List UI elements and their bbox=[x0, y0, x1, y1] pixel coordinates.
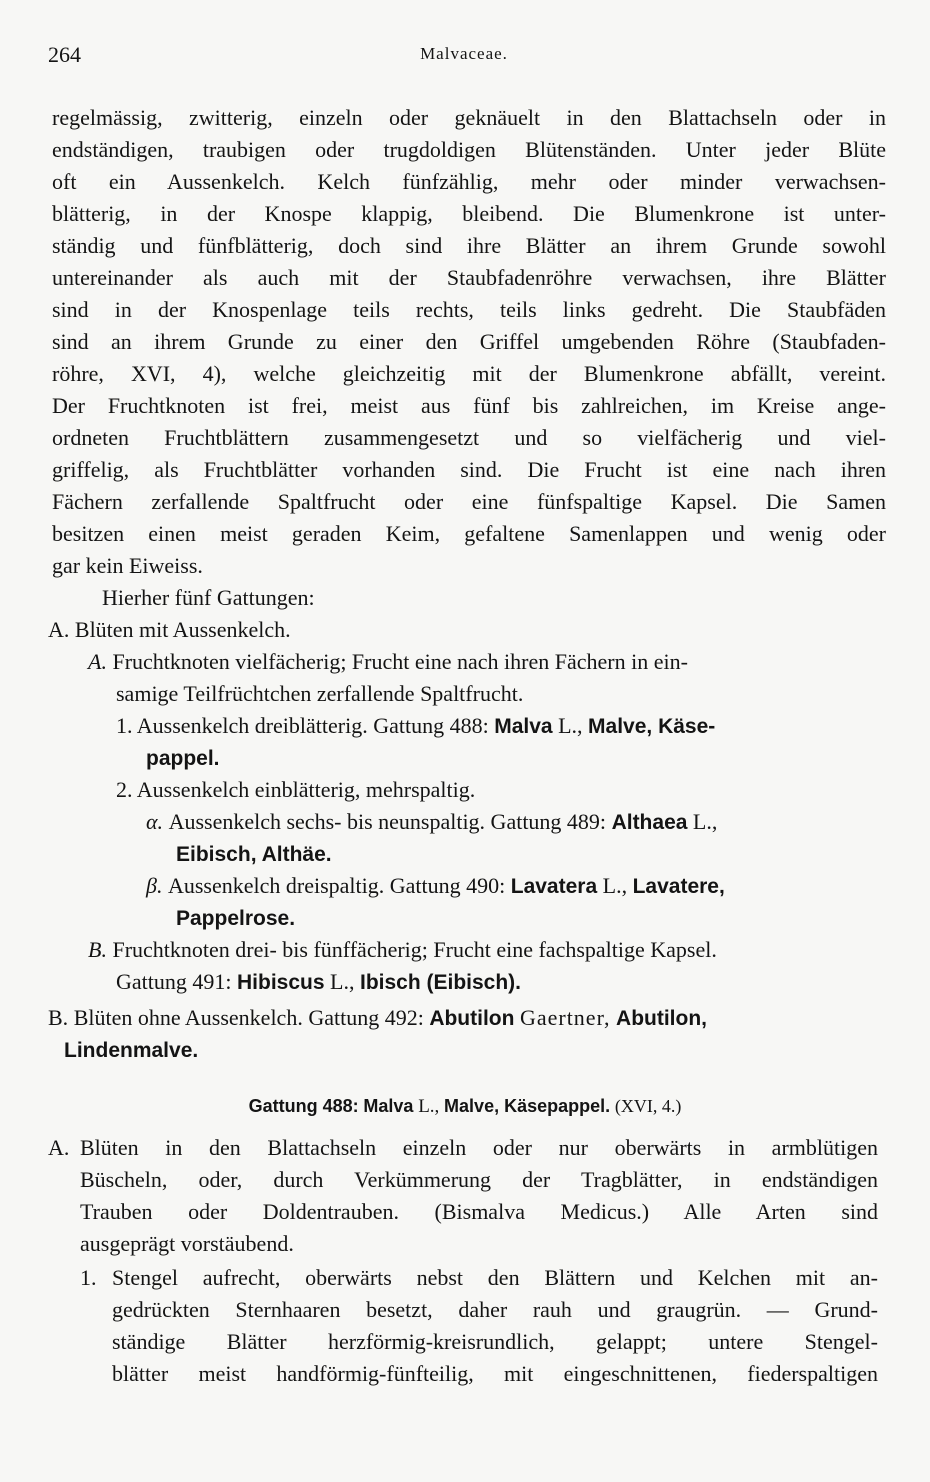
common-name: Ibisch (Eibisch). bbox=[359, 971, 522, 994]
text-line: gedrückten Sternhaaren besetzt, daher rauh und graugrün. — Grund- bbox=[112, 1297, 878, 1322]
genus-name: Malva bbox=[494, 715, 553, 738]
common-name: Eibisch, Althäe. bbox=[176, 843, 332, 866]
key-item-beta bbox=[146, 872, 725, 901]
genus-author: L., bbox=[602, 873, 628, 898]
key-label: β. bbox=[146, 873, 163, 898]
key-label: 2. bbox=[116, 777, 133, 802]
genus-author: L., bbox=[558, 713, 583, 738]
text-line: Blüten in den Blattachseln einzeln oder nur oberwärts in armblütigen bbox=[80, 1135, 878, 1160]
genus-name: Hibiscus bbox=[237, 971, 325, 994]
key-item-A1 bbox=[88, 648, 688, 676]
text-line: röhre, XVI, 4), welche gleichzeitig mit der Blumenkrone abfällt, vereint. bbox=[52, 361, 886, 386]
text-line: ausgeprägt vorstäubend. bbox=[80, 1231, 294, 1256]
common-name: Malve, Käsepappel. bbox=[444, 1096, 611, 1116]
key-continuation bbox=[176, 904, 295, 933]
text-line: Trauben oder Doldentrauben. (Bismalva Medicus.) Alle Arten sind bbox=[80, 1199, 878, 1224]
key-label: A. bbox=[88, 649, 107, 674]
genus-author: Gaertner, bbox=[519, 1005, 611, 1030]
key-item-alpha bbox=[146, 808, 717, 837]
text-line: Stengel aufrecht, oberwärts nebst den Blättern und Kelchen mit an- bbox=[112, 1265, 878, 1290]
text-line: untereinander als auch mit der Staubfadenröhre verwachsen, ihre Blätter bbox=[52, 265, 886, 290]
text-line: griffelig, als Fruchtblätter vorhanden sind. Die Frucht ist eine nach ihren bbox=[52, 457, 886, 482]
text-line: endständigen, traubigen oder trugdoldigen Blütenständen. Unter jeder Blüte bbox=[52, 137, 886, 162]
key-text: Aussenkelch sechs- bis neunspaltig. Gattung 489: bbox=[168, 809, 607, 834]
text-line: regelmässig, zwitterig, einzeln oder geknäuelt in den Blattachseln oder in bbox=[52, 105, 886, 130]
text-line: Der Fruchtknoten ist frei, meist aus fünf bis zahlreichen, im Kreise ange- bbox=[52, 393, 886, 418]
common-name: Malve, Käse- bbox=[588, 715, 716, 738]
key-text: Fruchtknoten vielfächerig; Frucht eine nach ihren Fächern in ein- bbox=[112, 649, 688, 674]
key-text: Aussenkelch dreispaltig. Gattung 490: bbox=[167, 873, 506, 898]
key-continuation: samige Teilfrüchtchen zerfallende Spaltfrucht. bbox=[116, 681, 524, 706]
common-name: Lavatere, bbox=[632, 875, 725, 898]
key-continuation bbox=[64, 1036, 198, 1065]
running-head bbox=[48, 42, 880, 72]
text-line: Büscheln, oder, durch Verkümmerung der Tragblätter, in endständigen bbox=[80, 1167, 878, 1192]
common-name: Lindenmalve. bbox=[64, 1039, 199, 1062]
text-line: Fächern zerfallende Spaltfrucht oder eine fünfspaltige Kapsel. Die Samen bbox=[52, 489, 886, 514]
text-line: blätter meist handförmig-fünfteilig, mit eingeschnittenen, fiederspaltigen bbox=[112, 1361, 878, 1386]
key-text: Blüten mit Aussenkelch. bbox=[74, 617, 291, 642]
section-label: 1. bbox=[80, 1265, 97, 1290]
key-continuation bbox=[146, 744, 220, 773]
key-text: Blüten ohne Aussenkelch. Gattung 492: bbox=[73, 1005, 424, 1030]
section-label: A. bbox=[48, 1135, 70, 1160]
key-continuation bbox=[176, 840, 332, 869]
common-name: Pappelrose. bbox=[176, 907, 296, 930]
genus-author: L., bbox=[418, 1096, 440, 1117]
key-label: B. bbox=[88, 937, 107, 962]
key-label: 1. bbox=[116, 713, 133, 738]
plate-reference: (XVI, 4.) bbox=[614, 1096, 682, 1116]
text-line: ständig und fünfblätterig, doch sind ihre Blätter an ihrem Grunde sowohl bbox=[52, 233, 886, 258]
running-title: Malvaceae. bbox=[420, 44, 508, 63]
key-item-1 bbox=[116, 712, 715, 741]
key-item-B bbox=[48, 1004, 707, 1033]
page-number: 264 bbox=[48, 42, 81, 67]
key-label: α. bbox=[146, 809, 164, 834]
key-intro: Hierher fünf Gattungen: bbox=[102, 585, 315, 610]
genus-name: Malva bbox=[363, 1096, 414, 1116]
genus-author: L., bbox=[330, 969, 355, 994]
text-line: oft ein Aussenkelch. Kelch fünfzählig, mehr oder minder verwachsen- bbox=[52, 169, 886, 194]
key-label: A. bbox=[48, 617, 70, 642]
text-line: sind in der Knospenlage teils rechts, teils links gedreht. Die Staubfäden bbox=[52, 297, 886, 322]
text-line: besitzen einen meist geraden Keim, gefaltene Samenlappen und wenig oder bbox=[52, 521, 886, 546]
key-text: Gattung 491: bbox=[116, 969, 232, 994]
genus-name: Lavatera bbox=[510, 875, 598, 898]
key-item-A bbox=[48, 616, 291, 644]
heading-prefix: Gattung 488: bbox=[248, 1096, 359, 1116]
key-item-B1 bbox=[88, 936, 717, 964]
key-text: Aussenkelch einblätterig, mehrspaltig. bbox=[136, 777, 476, 802]
text-line: ständige Blätter herzförmig-kreisrundlich, gelappt; untere Stengel- bbox=[112, 1329, 878, 1354]
key-item-2 bbox=[116, 776, 475, 804]
key-text: Fruchtknoten drei- bis fünffächerig; Frucht eine fachspaltige Kapsel. bbox=[112, 937, 717, 962]
key-label: B. bbox=[48, 1005, 69, 1030]
text-line: ordneten Fruchtblättern zusammengesetzt und so vielfächerig und viel- bbox=[52, 425, 886, 450]
text-line: sind an ihrem Grunde zu einer den Griffel umgebenden Röhre (Staubfaden- bbox=[52, 329, 886, 354]
common-name: Abutilon, bbox=[616, 1007, 708, 1030]
genus-name: Abutilon bbox=[429, 1007, 515, 1030]
text-line: blätterig, in der Knospe klappig, bleibend. Die Blumenkrone ist unter- bbox=[52, 201, 886, 226]
key-text: Aussenkelch dreiblätterig. Gattung 488: bbox=[136, 713, 489, 738]
genus-author: L., bbox=[692, 809, 718, 834]
text-line: gar kein Eiweiss. bbox=[52, 553, 203, 578]
common-name: pappel. bbox=[146, 747, 220, 770]
genus-name: Althaea bbox=[611, 811, 688, 834]
genus-heading bbox=[0, 1096, 930, 1118]
key-continuation bbox=[116, 968, 521, 997]
